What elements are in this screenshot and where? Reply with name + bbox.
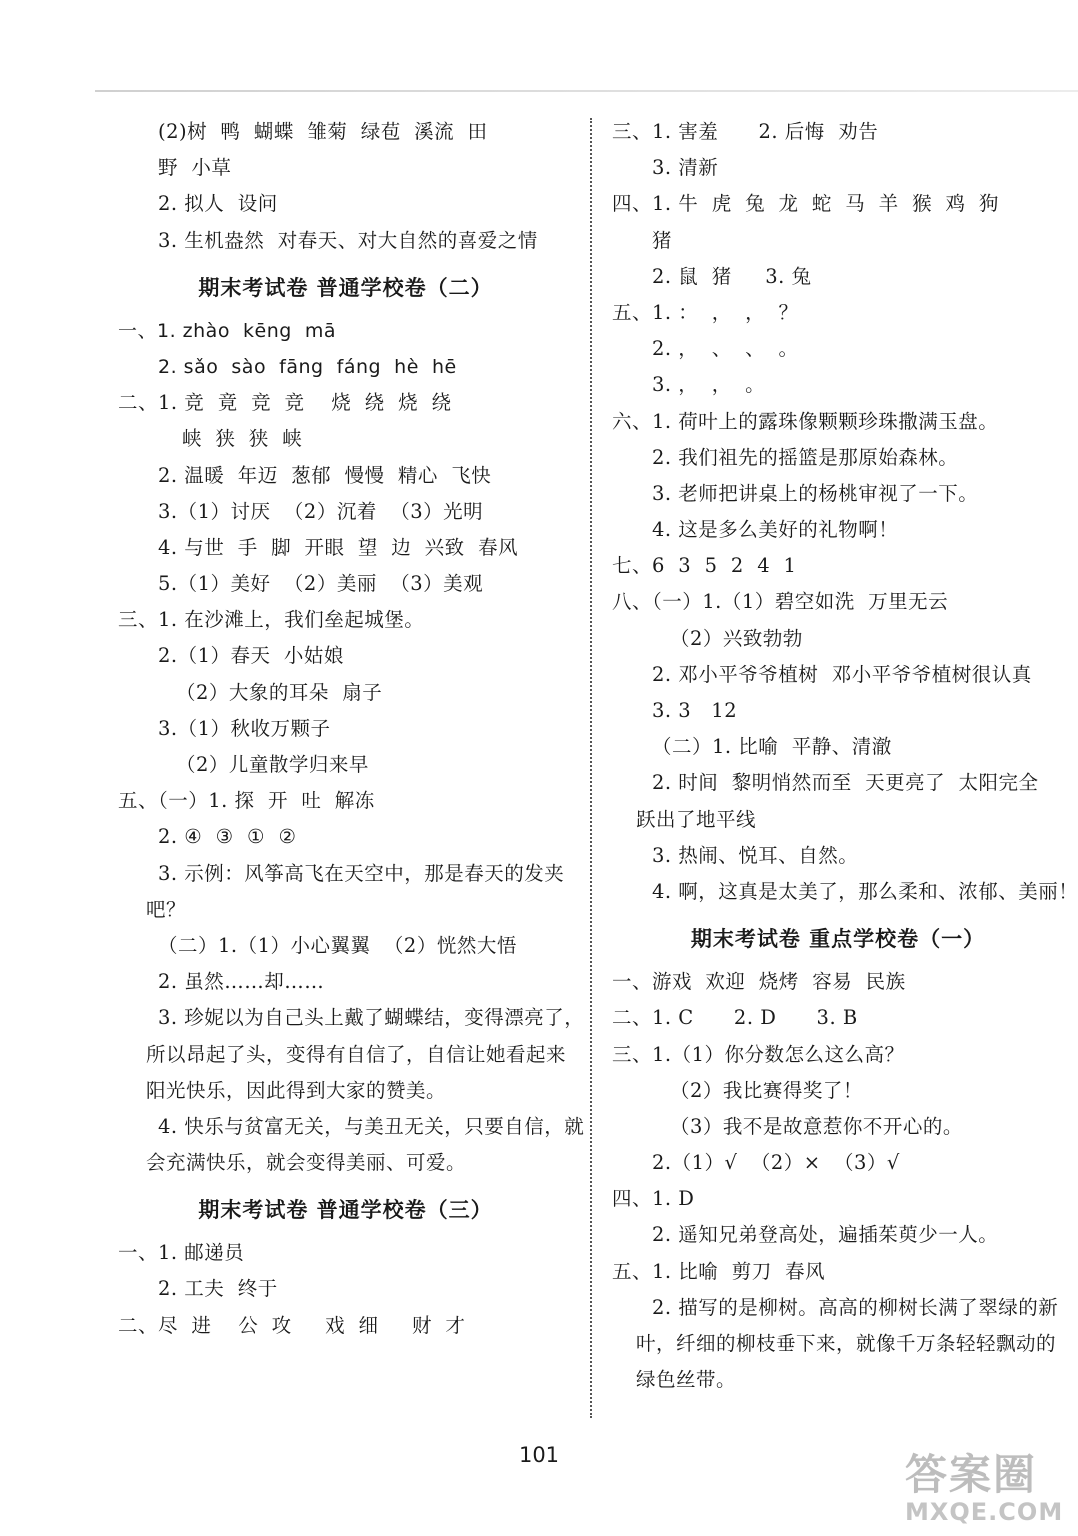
answer-line: (2)树 鸭 蝴蝶 雏菊 绿苞 溪流 田 [158, 120, 488, 143]
answer-line: 2. 遥知兄弟登高处，遍插茱萸少一人。 [652, 1223, 999, 1247]
answer-line: 野 小草 [158, 156, 232, 180]
page-number: 101 [518, 1443, 560, 1467]
answer-line: （2）兴致勃勃 [670, 626, 803, 650]
answer-line: 2.（1）√ （2）× （3）√ [652, 1151, 900, 1175]
answer-line: 2. 工夫 终于 [158, 1277, 278, 1301]
answer-line: 4. 与世 手 脚 开眼 望 边 兴致 春风 [158, 535, 519, 559]
answer-line: （二）1.（1）小心翼翼 （2）恍然大悟 [158, 933, 517, 957]
answer-line: 4. 快乐与贫富无关，与美丑无关，只要自信，就 [158, 1114, 585, 1138]
answer-line: 2. 拟人 设问 [158, 192, 278, 216]
answer-line: 2. ④ ③ ① ② [158, 825, 297, 849]
answer-line: 2. 温暖 年迈 葱郁 慢慢 精心 飞快 [158, 463, 492, 487]
answer-line: 3.（1）讨厌 （2）沉着 （3）光明 [158, 499, 484, 523]
answer-line: 3. 珍妮以为自己头上戴了蝴蝶结，变得漂亮了， [158, 1006, 585, 1030]
section-heading: 期末考试卷 重点学校卷（一） [690, 927, 986, 952]
answer-line: 四、1. D [612, 1187, 695, 1211]
answer-line: 七、6 3 5 2 4 1 [612, 554, 797, 578]
answer-line: （二）1. 比喻 平静、清澈 [652, 735, 892, 759]
watermark-domain: MXQE.COM [905, 1498, 1064, 1526]
left-column [118, 114, 585, 1344]
answer-line: 2. 虽然……却…… [158, 970, 325, 994]
answer-line: 3. 示例：风筝高飞在天空中，那是春天的发夹 [158, 861, 565, 885]
answer-line: 3. 3 12 [652, 699, 738, 722]
answer-line: 4. 啊，这真是太美了，那么柔和、浓郁、美丽！ [652, 879, 1078, 903]
answer-line: 3. 热闹、悦耳、自然。 [652, 843, 859, 867]
answer-line: 一、游戏 欢迎 烧烤 容易 民族 [612, 970, 906, 994]
section-heading: 期末考试卷 普通学校卷（三） [198, 1198, 493, 1223]
answer-line: 绿色丝带。 [636, 1368, 737, 1392]
answer-line: 六、1. 荷叶上的露珠像颗颗珍珠撒满玉盘。 [612, 409, 999, 433]
watermark-title: 答案圈 [905, 1450, 1038, 1499]
answer-line: 吧？ [146, 897, 187, 921]
answer-line: 阳光快乐，因此得到大家的赞美。 [146, 1078, 447, 1102]
column-divider [590, 118, 592, 1418]
header-rule [95, 90, 1078, 92]
answer-line: 2.（1）春天 小姑娘 [158, 644, 344, 668]
answer-line: 2. 描写的是柳树。高高的柳树长满了翠绿的新 [652, 1295, 1059, 1319]
answer-line: 八、（一）1.（1）碧空如洗 万里无云 [612, 590, 949, 614]
answer-line: 三、1.（1）你分数怎么这么高？ [612, 1042, 905, 1066]
answer-line: 3. 老师把讲桌上的杨桃审视了一下。 [652, 481, 979, 505]
answer-line: 2. 鼠 猪 3. 兔 [652, 264, 812, 288]
answer-line: 二、1. 竞 竟 竞 竞 烧 绕 烧 绕 [118, 391, 452, 415]
watermark-logo [905, 1452, 1065, 1530]
answer-line: 3.（1）秋收万颗子 [158, 716, 331, 740]
answer-line: 猪 [652, 228, 673, 252]
answer-line: 叶，纤细的柳枝垂下来，就像千万条轻轻飘动的 [636, 1332, 1057, 1355]
right-column [612, 114, 1078, 1398]
answer-line: 四、1. 牛 虎 兔 龙 蛇 马 羊 猴 鸡 狗 [612, 192, 999, 216]
answer-line: 二、尽 进 公 攻 戏 细 财 才 [118, 1313, 466, 1337]
section-heading: 期末考试卷 普通学校卷（二） [198, 275, 493, 300]
answer-line: 会充满快乐，就会变得美丽、可爱。 [146, 1151, 467, 1175]
answer-line: 五、（一）1. 探 开 吐 解冻 [118, 789, 375, 813]
answer-line: （2）大象的耳朵 扇子 [176, 680, 383, 704]
answer-line: 跃出了地平线 [636, 807, 757, 831]
answer-line: 三、1. 害羞 2. 后悔 劝告 [612, 120, 879, 143]
answer-line: 所以昂起了头，变得有自信了，自信让她看起来 [146, 1042, 567, 1066]
answer-line: 峡 狭 狭 峡 [182, 427, 303, 451]
answer-line: 2. 时间 黎明悄然而至 天更亮了 太阳完全 [652, 771, 1039, 795]
answer-line: （2）儿童散学归来早 [176, 753, 369, 776]
answer-line: （2）我比赛得奖了！ [670, 1078, 863, 1102]
answer-line: 2. 邓小平爷爷植树 邓小平爷爷植树很认真 [652, 662, 1032, 686]
answer-line: 4. 这是多么美好的礼物啊！ [652, 518, 899, 542]
answer-line: 2. sǎo sào fāng fáng hè hē [158, 355, 457, 378]
answer-line: 5.（1）美好 （2）美丽 （3）美观 [158, 572, 484, 596]
answer-line: 一、1. 邮递员 [118, 1241, 245, 1265]
answer-line: 3. 清新 [652, 156, 719, 180]
answer-line: 五、1. ： ， ， ？ [612, 300, 799, 324]
answer-line: 二、1. C 2. D 3. B [612, 1006, 858, 1030]
answer-line: （3）我不是故意惹你不开心的。 [670, 1114, 963, 1138]
answer-line: 2. ， 、 、 。 [652, 337, 799, 361]
answer-line: 3. ， ， 。 [652, 373, 766, 397]
answer-line: 三、1. 在沙滩上，我们垒起城堡。 [118, 608, 425, 632]
answer-line: 3. 生机盎然 对春天、对大自然的喜爱之情 [158, 228, 538, 252]
answer-line: 一、1. zhào kēng mā [118, 319, 337, 342]
answer-line: 五、1. 比喻 剪刀 春风 [612, 1259, 826, 1283]
answer-line: 2. 我们祖先的摇篮是那原始森林。 [652, 445, 959, 469]
